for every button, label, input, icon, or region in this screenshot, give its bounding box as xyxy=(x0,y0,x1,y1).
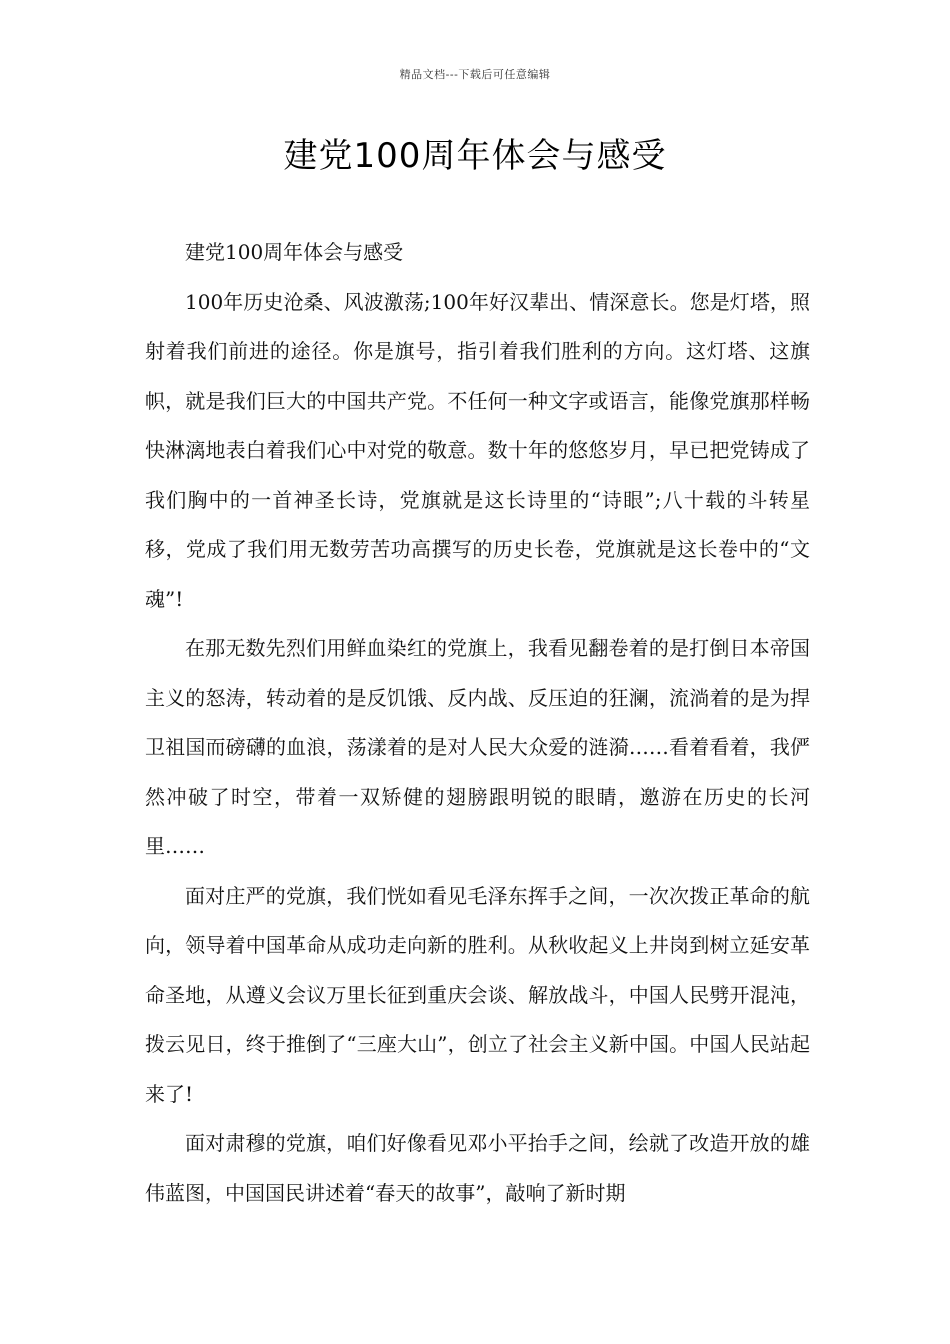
document-body xyxy=(145,228,810,1218)
paragraph: 面对庄严的党旗，我们恍如看见毛泽东挥手之间，一次次拨正革命的航向，领导着中国革命从成功走向新的胜利。从秋收起义上井岗到树立延安革命圣地，从遵义会议万里长征到重庆会谈、解放战斗，中国人民劈开混沌，拨云见日，终于推倒了“三座大山”，创立了社会主义新中国。中国人民站起来了! xyxy=(145,883,810,1106)
paragraph: 面对肃穆的党旗，咱们好像看见邓小平抬手之间，绘就了改造开放的雄伟蓝图，中国国民讲述着“春天的故事”，敲响了新时期 xyxy=(145,1131,810,1205)
paragraph-subtitle: 建党100周年体会与感受 xyxy=(185,240,404,264)
paragraph: 在那无数先烈们用鲜血染红的党旗上，我看见翻卷着的是打倒日本帝国主义的怒涛，转动着的是反饥饿、反内战、反压迫的狂澜，流淌着的是为捍卫祖国而磅礴的血浪，荡漾着的是对人民大众爱的涟漪……看着看着，我俨然冲破了时空，带着一双矫健的翅膀跟明锐的眼睛，邀游在历史的长河里…… xyxy=(145,636,810,858)
page-header: 精品文档---下载后可任意编辑 xyxy=(399,68,551,81)
document-title: 建党100周年体会与感受 xyxy=(283,136,667,176)
paragraph: 100年历史沧桑、风波激荡;100年好汉辈出、情深意长。您是灯塔，照射着我们前进的途径。你是旗号，指引着我们胜利的方向。这灯塔、这旗帜，就是我们巨大的中国共产党。不任何一种文字或语言，能像党旗那样畅快淋漓地表白着我们心中对党的敬意。数十年的悠悠岁月，早已把党铸成了我们胸中的一首神圣长诗，党旗就是这长诗里的“诗眼”;八十载的斗转星移，党成了我们用无数劳苦功高撰写的历史长卷，党旗就是这长卷中的“文魂”! xyxy=(145,289,810,611)
